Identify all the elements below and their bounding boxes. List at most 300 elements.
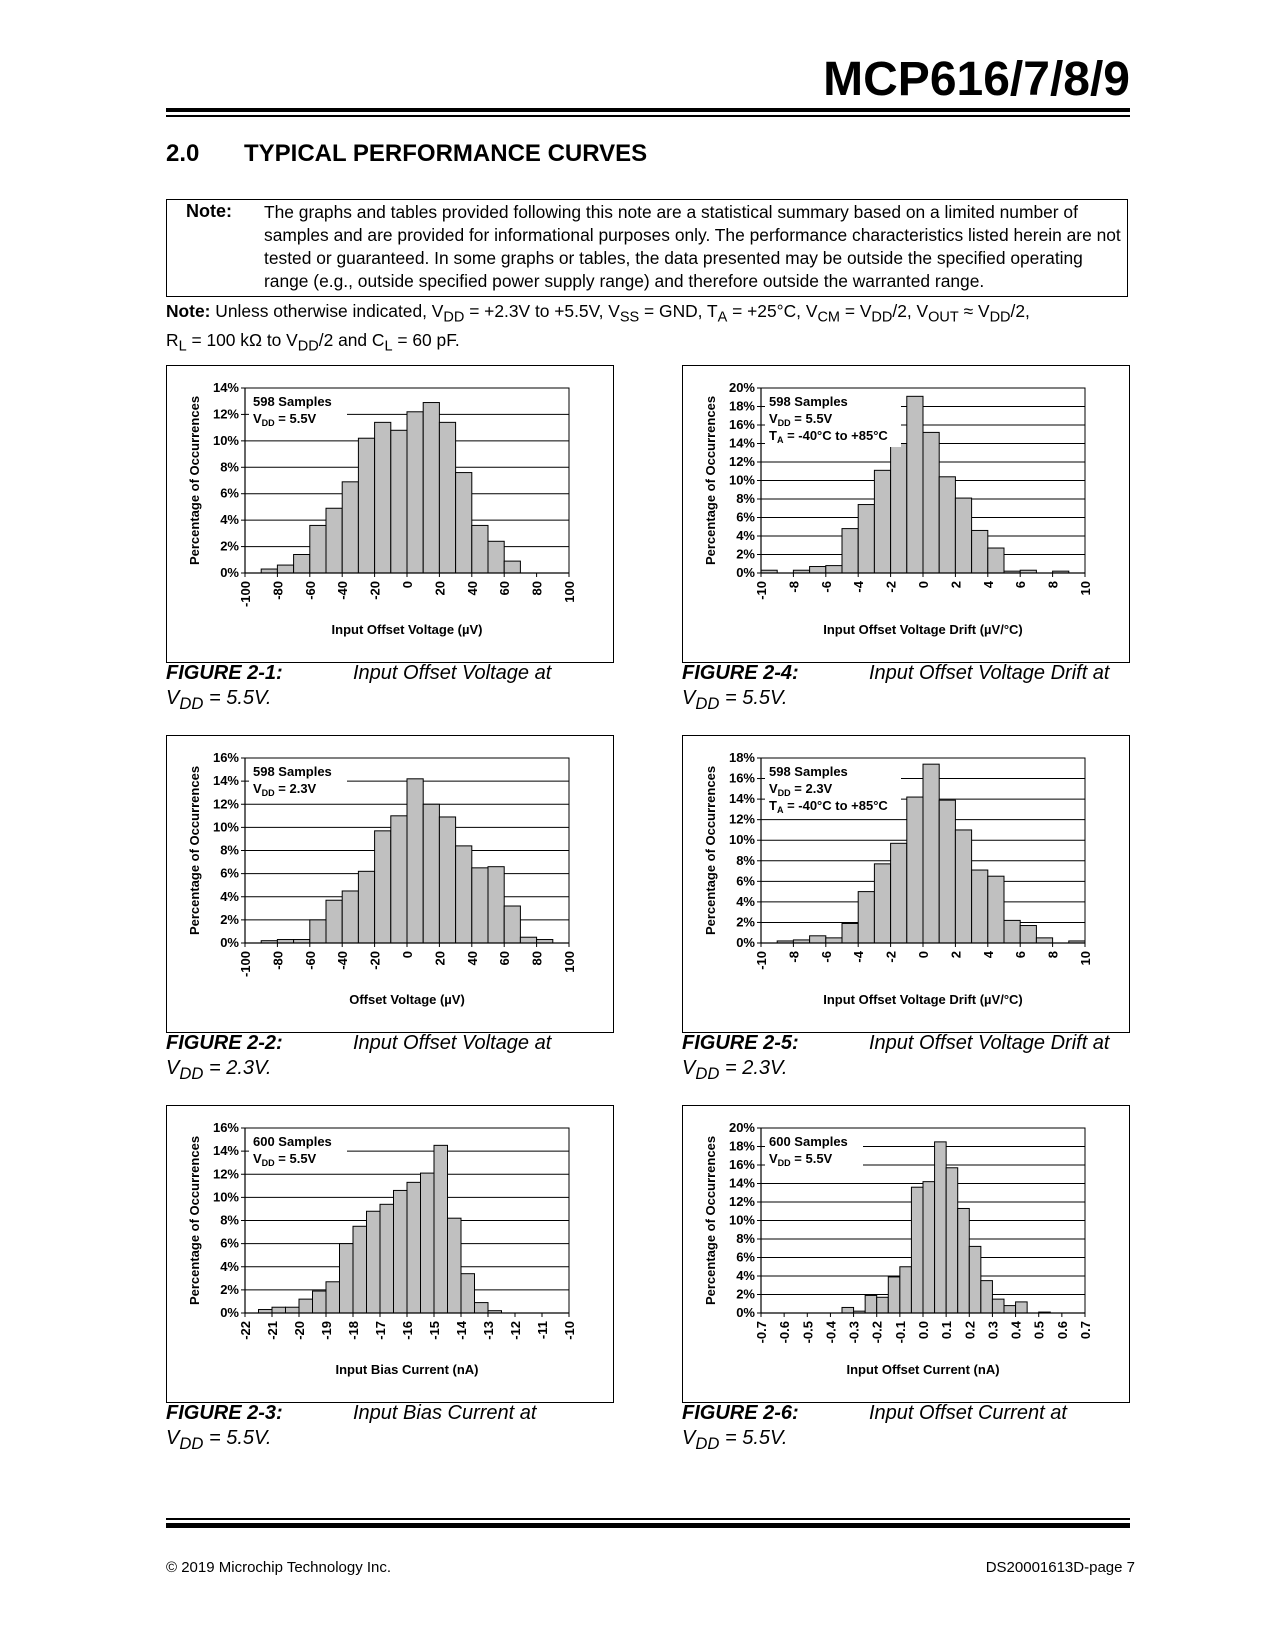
legend-line: $V_{DD} = 2.3V$ [769, 781, 833, 798]
x-tick-label: -10 [754, 951, 769, 970]
x-tick-label: 0.2 [962, 1321, 978, 1340]
y-tick-label: 2% [736, 1286, 755, 1302]
cond-text: = +2.3V to +5.5V, V [464, 301, 620, 321]
cond-sub: DD [989, 309, 1011, 326]
histogram-bar [488, 541, 504, 573]
y-tick-label: 16% [728, 1157, 755, 1172]
histogram-bar [972, 530, 988, 573]
x-tick-label: 60 [497, 581, 513, 596]
histogram-bar [946, 1168, 958, 1313]
y-tick-label: 8% [220, 459, 239, 475]
histogram-bar [891, 444, 907, 574]
figure-2-3-caption [166, 1401, 536, 1456]
histogram-bar [313, 1291, 327, 1313]
cond-sub: SS [619, 309, 640, 326]
figure-2-6-frame [682, 1105, 1130, 1403]
caption-sub: DD [695, 1434, 720, 1453]
x-tick-label: 0.1 [939, 1321, 955, 1340]
figure-label: FIGURE 2-3: [166, 1402, 283, 1424]
y-tick-label: 10% [212, 1189, 239, 1205]
x-tick-label: 60 [497, 951, 513, 966]
x-tick-label: -6 [818, 951, 834, 963]
x-tick-label: -40 [335, 951, 351, 970]
y-tick-label: 2% [736, 546, 755, 562]
legend-line: 600 Samples [769, 1134, 848, 1149]
cond-sub: DD [297, 338, 319, 355]
histogram-bar [842, 529, 858, 573]
histogram-bar [900, 1267, 912, 1313]
y-tick-label: 10% [728, 472, 755, 488]
y-tick-label: 12% [212, 796, 239, 812]
x-tick-label: -80 [270, 951, 286, 970]
cond-text: = +25°C, V [727, 301, 818, 321]
caption-sub: DD [179, 694, 204, 713]
y-tick-label: 0% [220, 565, 239, 580]
figure-2-1-frame [166, 365, 614, 663]
histogram-bar [874, 470, 890, 573]
histogram-bar [939, 477, 955, 573]
histogram-bar [1020, 926, 1036, 943]
y-tick-label: 4% [736, 1268, 755, 1283]
histogram-bar [423, 804, 439, 943]
y-tick-label: 6% [736, 509, 755, 525]
x-tick-label: -4 [851, 581, 867, 593]
x-tick-label: -60 [302, 951, 318, 970]
x-tick-label: -60 [302, 581, 318, 600]
y-tick-label: 6% [220, 865, 239, 881]
footer-rule-thin [166, 1518, 1130, 1520]
y-axis-label: Percentage of Occurrences [187, 765, 202, 936]
histogram-bar [375, 831, 391, 943]
figure-2-4-caption [682, 661, 1110, 716]
y-tick-label: 8% [220, 842, 239, 858]
y-tick-label: 20% [728, 1120, 755, 1135]
histogram-bar [326, 508, 342, 573]
y-axis-label: Percentage of Occurrences [703, 1135, 718, 1306]
y-tick-label: 14% [212, 1143, 239, 1159]
footer-copyright: © 2019 Microchip Technology Inc. [166, 1559, 392, 1576]
y-tick-label: 16% [728, 417, 755, 432]
y-tick-label: 8% [220, 1212, 239, 1228]
histogram-bar [394, 1190, 408, 1313]
histogram-bar [520, 937, 536, 943]
y-tick-label: 12% [728, 1194, 755, 1209]
x-tick-label: -18 [346, 1321, 361, 1340]
legend-line: 598 Samples [253, 394, 332, 409]
note-label: Note: [186, 201, 232, 221]
y-tick-label: 4% [736, 528, 755, 543]
y-tick-label: 4% [220, 512, 239, 528]
histogram-bar [810, 936, 826, 943]
histogram-bar [888, 1277, 900, 1313]
histogram-bar [423, 403, 439, 573]
cond-text: /2 and C [318, 330, 385, 351]
x-tick-label: -20 [367, 581, 383, 600]
figure-2-5-caption [682, 1031, 1110, 1086]
y-tick-label: 4% [220, 1258, 239, 1274]
figure-2-1-caption [166, 661, 551, 716]
x-tick-label: -17 [373, 1321, 388, 1340]
x-tick-label: -100 [238, 581, 253, 608]
x-tick-label: -100 [238, 951, 253, 978]
histogram-bar [326, 1282, 340, 1313]
y-tick-label: 12% [728, 454, 755, 469]
y-tick-label: 14% [212, 380, 239, 395]
histogram-bar [472, 868, 488, 943]
caption-value: = 2.3V. [719, 1057, 788, 1079]
caption-sub: DD [179, 1064, 204, 1083]
y-tick-label: 18% [728, 750, 755, 765]
caption-v: V [682, 1057, 696, 1079]
y-axis-label: Percentage of Occurrences [703, 395, 718, 566]
cond-text: /2, [1010, 301, 1030, 321]
histogram-bar [358, 438, 374, 573]
figure-label: FIGURE 2-4: [682, 662, 799, 684]
x-tick-label: -16 [400, 1321, 415, 1340]
x-tick-label: 4 [980, 951, 996, 959]
cond-sub: CM [817, 309, 840, 326]
x-tick-label: 80 [529, 951, 545, 966]
legend [765, 762, 901, 817]
note-text: The graphs and tables provided following this note are a statistical summary based on a limited number of samples and are provided for informational purposes only. The performance characteristics listed herein are not tested or guaranteed. In some graphs or tables, the data presented may be outside the specified operating range (e.g., outside specified power supply range) and therefore outside the warranted range. [264, 202, 1121, 291]
y-tick-label: 6% [736, 1249, 755, 1265]
caption-value: = 5.5V. [203, 1427, 272, 1449]
x-axis-label: Input Offset Voltage Drift (µV/°C) [823, 622, 1023, 637]
histogram-bar [907, 797, 923, 943]
histogram-bar [456, 846, 472, 943]
cond-text: ≈ V [958, 301, 990, 321]
caption-v: V [166, 1057, 180, 1079]
legend-line: $T_A = -40^\circ C$ to +85°C [769, 798, 888, 815]
x-tick-label: 0.6 [1054, 1321, 1070, 1340]
y-tick-label: 16% [212, 1120, 239, 1135]
histogram-bar [391, 816, 407, 943]
cond-text: R [166, 330, 179, 351]
legend-line: $V_{DD} = 5.5V$ [253, 411, 317, 428]
y-tick-label: 18% [728, 1138, 755, 1154]
histogram-chart [683, 736, 1129, 1032]
x-tick-label: -8 [786, 581, 802, 593]
x-tick-label: 100 [562, 951, 577, 973]
y-tick-label: 14% [728, 1175, 755, 1191]
cond-text: = V [840, 301, 872, 321]
histogram-bar [858, 505, 874, 573]
cond-sub: L [384, 338, 393, 355]
x-tick-label: 20 [432, 581, 448, 596]
y-axis-label: Percentage of Occurrences [187, 1135, 202, 1306]
conditions-note [166, 300, 1126, 359]
caption-value: = 2.3V. [203, 1057, 272, 1079]
histogram-bar [992, 1299, 1004, 1313]
y-tick-label: 0% [220, 935, 239, 950]
y-tick-label: 16% [212, 750, 239, 765]
cond-text: Unless otherwise indicated, V [215, 301, 444, 321]
caption-sub: DD [695, 1064, 720, 1083]
figure-label: FIGURE 2-5: [682, 1032, 799, 1054]
caption-text: Input Offset Current at [869, 1402, 1067, 1424]
x-tick-label: -2 [883, 951, 899, 963]
histogram-bar [277, 565, 293, 573]
y-tick-label: 14% [212, 773, 239, 789]
x-tick-label: -4 [851, 951, 867, 963]
y-tick-label: 8% [736, 491, 755, 506]
histogram-bar [340, 1244, 354, 1313]
histogram-bar [826, 938, 842, 943]
section-heading [166, 140, 647, 168]
x-tick-label: 20 [432, 951, 448, 966]
y-tick-label: 16% [728, 770, 755, 786]
histogram-bar [874, 864, 890, 943]
histogram-bar [475, 1303, 489, 1313]
cond-sub: L [178, 338, 187, 355]
histogram-bar [907, 396, 923, 573]
histogram-bar [439, 422, 455, 573]
x-tick-label: 0 [400, 581, 415, 589]
x-tick-label: 8 [1045, 581, 1061, 589]
histogram-bar [1004, 1306, 1016, 1313]
histogram-bar [272, 1307, 286, 1313]
histogram-bar [407, 779, 423, 943]
legend [249, 392, 347, 430]
caption-text: Input Offset Voltage at [353, 662, 552, 684]
x-tick-label: -14 [454, 1321, 469, 1340]
histogram-bar [1036, 938, 1052, 943]
x-tick-label: -22 [238, 1321, 253, 1340]
figure-2-3-frame [166, 1105, 614, 1403]
histogram-bar [972, 870, 988, 943]
histogram-bar [448, 1218, 462, 1313]
y-tick-label: 10% [728, 1212, 755, 1228]
x-tick-label: 4 [980, 581, 996, 589]
figure-label: FIGURE 2-2: [166, 1032, 283, 1054]
caption-sub: DD [179, 1434, 204, 1453]
histogram-bar [842, 1307, 854, 1313]
histogram-chart [167, 1106, 613, 1402]
cond-sub: DD [443, 309, 465, 326]
histogram-bar [367, 1211, 381, 1313]
y-tick-label: 2% [736, 914, 755, 930]
caption-v: V [682, 1427, 696, 1449]
x-tick-label: 10 [1078, 951, 1093, 966]
histogram-bar [504, 561, 520, 573]
cond-sub: OUT [928, 309, 959, 326]
x-axis-label: Input Offset Voltage Drift (µV/°C) [823, 992, 1023, 1007]
histogram-bar [391, 430, 407, 573]
x-tick-label: -40 [335, 581, 351, 600]
caption-v: V [682, 687, 696, 709]
legend [765, 392, 901, 447]
y-tick-label: 4% [220, 888, 239, 904]
figure-2-2-frame [166, 735, 614, 1033]
legend-line: 598 Samples [253, 764, 332, 779]
x-tick-label: -20 [292, 1321, 307, 1340]
histogram-bar [407, 1182, 421, 1313]
x-tick-label: -13 [481, 1321, 496, 1340]
x-tick-label: 0 [400, 951, 415, 959]
figure-2-6-caption [682, 1401, 1067, 1456]
histogram-bar [1004, 920, 1020, 943]
x-axis-label: Input Offset Voltage (µV) [331, 622, 483, 637]
x-tick-label: -10 [754, 581, 769, 600]
x-tick-label: 40 [464, 951, 480, 966]
cond-text: = 60 pF. [392, 330, 460, 351]
histogram-bar [935, 1142, 947, 1313]
y-tick-label: 0% [220, 1305, 239, 1320]
caption-text: Input Offset Voltage Drift at [869, 1032, 1110, 1054]
x-tick-label: -19 [319, 1321, 334, 1340]
x-axis-label: Input Offset Current (nA) [846, 1362, 1000, 1377]
caption-v: V [166, 687, 180, 709]
histogram-bar [1016, 1302, 1028, 1313]
y-tick-label: 2% [220, 1281, 239, 1297]
histogram-bar [310, 525, 326, 573]
histogram-chart [683, 1106, 1129, 1402]
x-tick-label: 2 [948, 951, 964, 959]
y-tick-label: 8% [736, 852, 755, 868]
section-number: 2.0 [166, 140, 200, 167]
x-tick-label: 0 [916, 951, 931, 959]
histogram-bar [923, 764, 939, 943]
figure-2-5-frame [682, 735, 1130, 1033]
cond-sub: A [717, 309, 728, 326]
histogram-bar [955, 498, 971, 573]
legend [249, 762, 347, 800]
y-tick-label: 12% [212, 406, 239, 422]
x-tick-label: 0.0 [916, 1321, 931, 1340]
histogram-bar [988, 876, 1004, 943]
histogram-bar [981, 1281, 993, 1313]
legend-line: $T_A = -40^\circ C$ to +85°C [769, 428, 888, 445]
histogram-bar [504, 906, 520, 943]
legend-line: 598 Samples [769, 764, 848, 779]
caption-text: Input Offset Voltage at [353, 1032, 552, 1054]
x-tick-label: -2 [883, 581, 899, 593]
x-tick-label: 0.3 [985, 1321, 1001, 1340]
histogram-bar [858, 892, 874, 943]
x-tick-label: -8 [786, 951, 802, 963]
caption-v: V [166, 1427, 180, 1449]
histogram-bar [375, 422, 391, 573]
x-tick-label: -10 [562, 1321, 577, 1340]
histogram-bar [434, 1145, 448, 1313]
histogram-bar [826, 566, 842, 573]
histogram-bar [810, 567, 826, 573]
histogram-bar [969, 1246, 981, 1313]
caption-value: = 5.5V. [203, 687, 272, 709]
x-tick-label: -0.2 [869, 1321, 885, 1344]
y-axis-label: Percentage of Occurrences [187, 395, 202, 566]
legend-line: $V_{DD} = 5.5V$ [253, 1151, 317, 1168]
histogram-bar [988, 548, 1004, 573]
x-tick-label: 0.4 [1008, 1321, 1024, 1340]
x-axis-label: Input Bias Current (nA) [335, 1362, 479, 1377]
histogram-bar [358, 871, 374, 943]
histogram-bar [380, 1204, 394, 1313]
histogram-bar [286, 1307, 300, 1313]
header-rule [166, 108, 1130, 112]
legend-line: 598 Samples [769, 394, 848, 409]
histogram-chart [167, 366, 613, 662]
histogram-bar [488, 867, 504, 943]
y-tick-label: 8% [736, 1231, 755, 1246]
y-tick-label: 20% [728, 380, 755, 395]
legend-line: 600 Samples [253, 1134, 332, 1149]
cond-text: = GND, T [639, 301, 718, 321]
histogram-bar [923, 1182, 935, 1313]
histogram-bar [342, 482, 358, 573]
histogram-bar [461, 1274, 475, 1313]
histogram-bar [842, 923, 858, 943]
histogram-bar [439, 817, 455, 943]
y-tick-label: 10% [212, 432, 239, 448]
x-tick-label: -15 [427, 1321, 442, 1340]
histogram-bar [421, 1173, 435, 1313]
histogram-bar [865, 1295, 877, 1313]
x-tick-label: 0.5 [1031, 1321, 1047, 1340]
x-tick-label: -80 [270, 581, 286, 600]
section-title: TYPICAL PERFORMANCE CURVES [244, 140, 648, 167]
figure-label: FIGURE 2-1: [166, 662, 283, 684]
histogram-chart [683, 366, 1129, 662]
x-tick-label: 0.7 [1078, 1321, 1093, 1340]
y-tick-label: 2% [220, 538, 239, 554]
histogram-bar [958, 1208, 970, 1313]
x-tick-label: -12 [508, 1321, 523, 1340]
y-tick-label: 6% [736, 873, 755, 889]
x-tick-label: -0.7 [754, 1321, 769, 1344]
legend-line: $V_{DD} = 5.5V$ [769, 411, 833, 428]
x-tick-label: -21 [265, 1321, 280, 1340]
histogram-bar [955, 830, 971, 943]
y-tick-label: 14% [728, 435, 755, 451]
y-tick-label: 6% [220, 1235, 239, 1251]
histogram-bar [923, 432, 939, 573]
caption-text: Input Offset Voltage Drift at [869, 662, 1110, 684]
footer-rule [166, 1523, 1130, 1528]
y-tick-label: 0% [736, 565, 755, 580]
x-tick-label: 2 [948, 581, 964, 589]
histogram-bar [407, 412, 423, 573]
x-tick-label: -6 [818, 581, 834, 593]
y-tick-label: 0% [736, 1305, 755, 1320]
x-tick-label: 6 [1013, 951, 1029, 959]
x-tick-label: -0.6 [777, 1321, 793, 1344]
histogram-bar [891, 843, 907, 943]
x-tick-label: 100 [562, 581, 577, 603]
x-tick-label: 6 [1013, 581, 1029, 589]
histogram-bar [342, 891, 358, 943]
x-tick-label: -11 [535, 1321, 550, 1340]
figure-2-4-frame [682, 365, 1130, 663]
histogram-bar [877, 1297, 889, 1313]
y-tick-label: 12% [212, 1166, 239, 1182]
y-tick-label: 10% [212, 819, 239, 835]
cond-sub: DD [871, 309, 893, 326]
caption-sub: DD [695, 694, 720, 713]
y-tick-label: 14% [728, 791, 755, 807]
caption-value: = 5.5V. [719, 687, 788, 709]
legend-line: $V_{DD} = 2.3V$ [253, 781, 317, 798]
y-tick-label: 18% [728, 398, 755, 414]
histogram-bar [326, 900, 342, 943]
histogram-bar [294, 555, 310, 574]
cond-text: = 100 kΩ to V [186, 330, 298, 351]
figure-2-2-caption [166, 1031, 551, 1086]
histogram-bar [911, 1187, 923, 1313]
figure-label: FIGURE 2-6: [682, 1402, 799, 1424]
x-tick-label: 10 [1078, 581, 1093, 596]
conditions-label: Note: [166, 301, 211, 321]
